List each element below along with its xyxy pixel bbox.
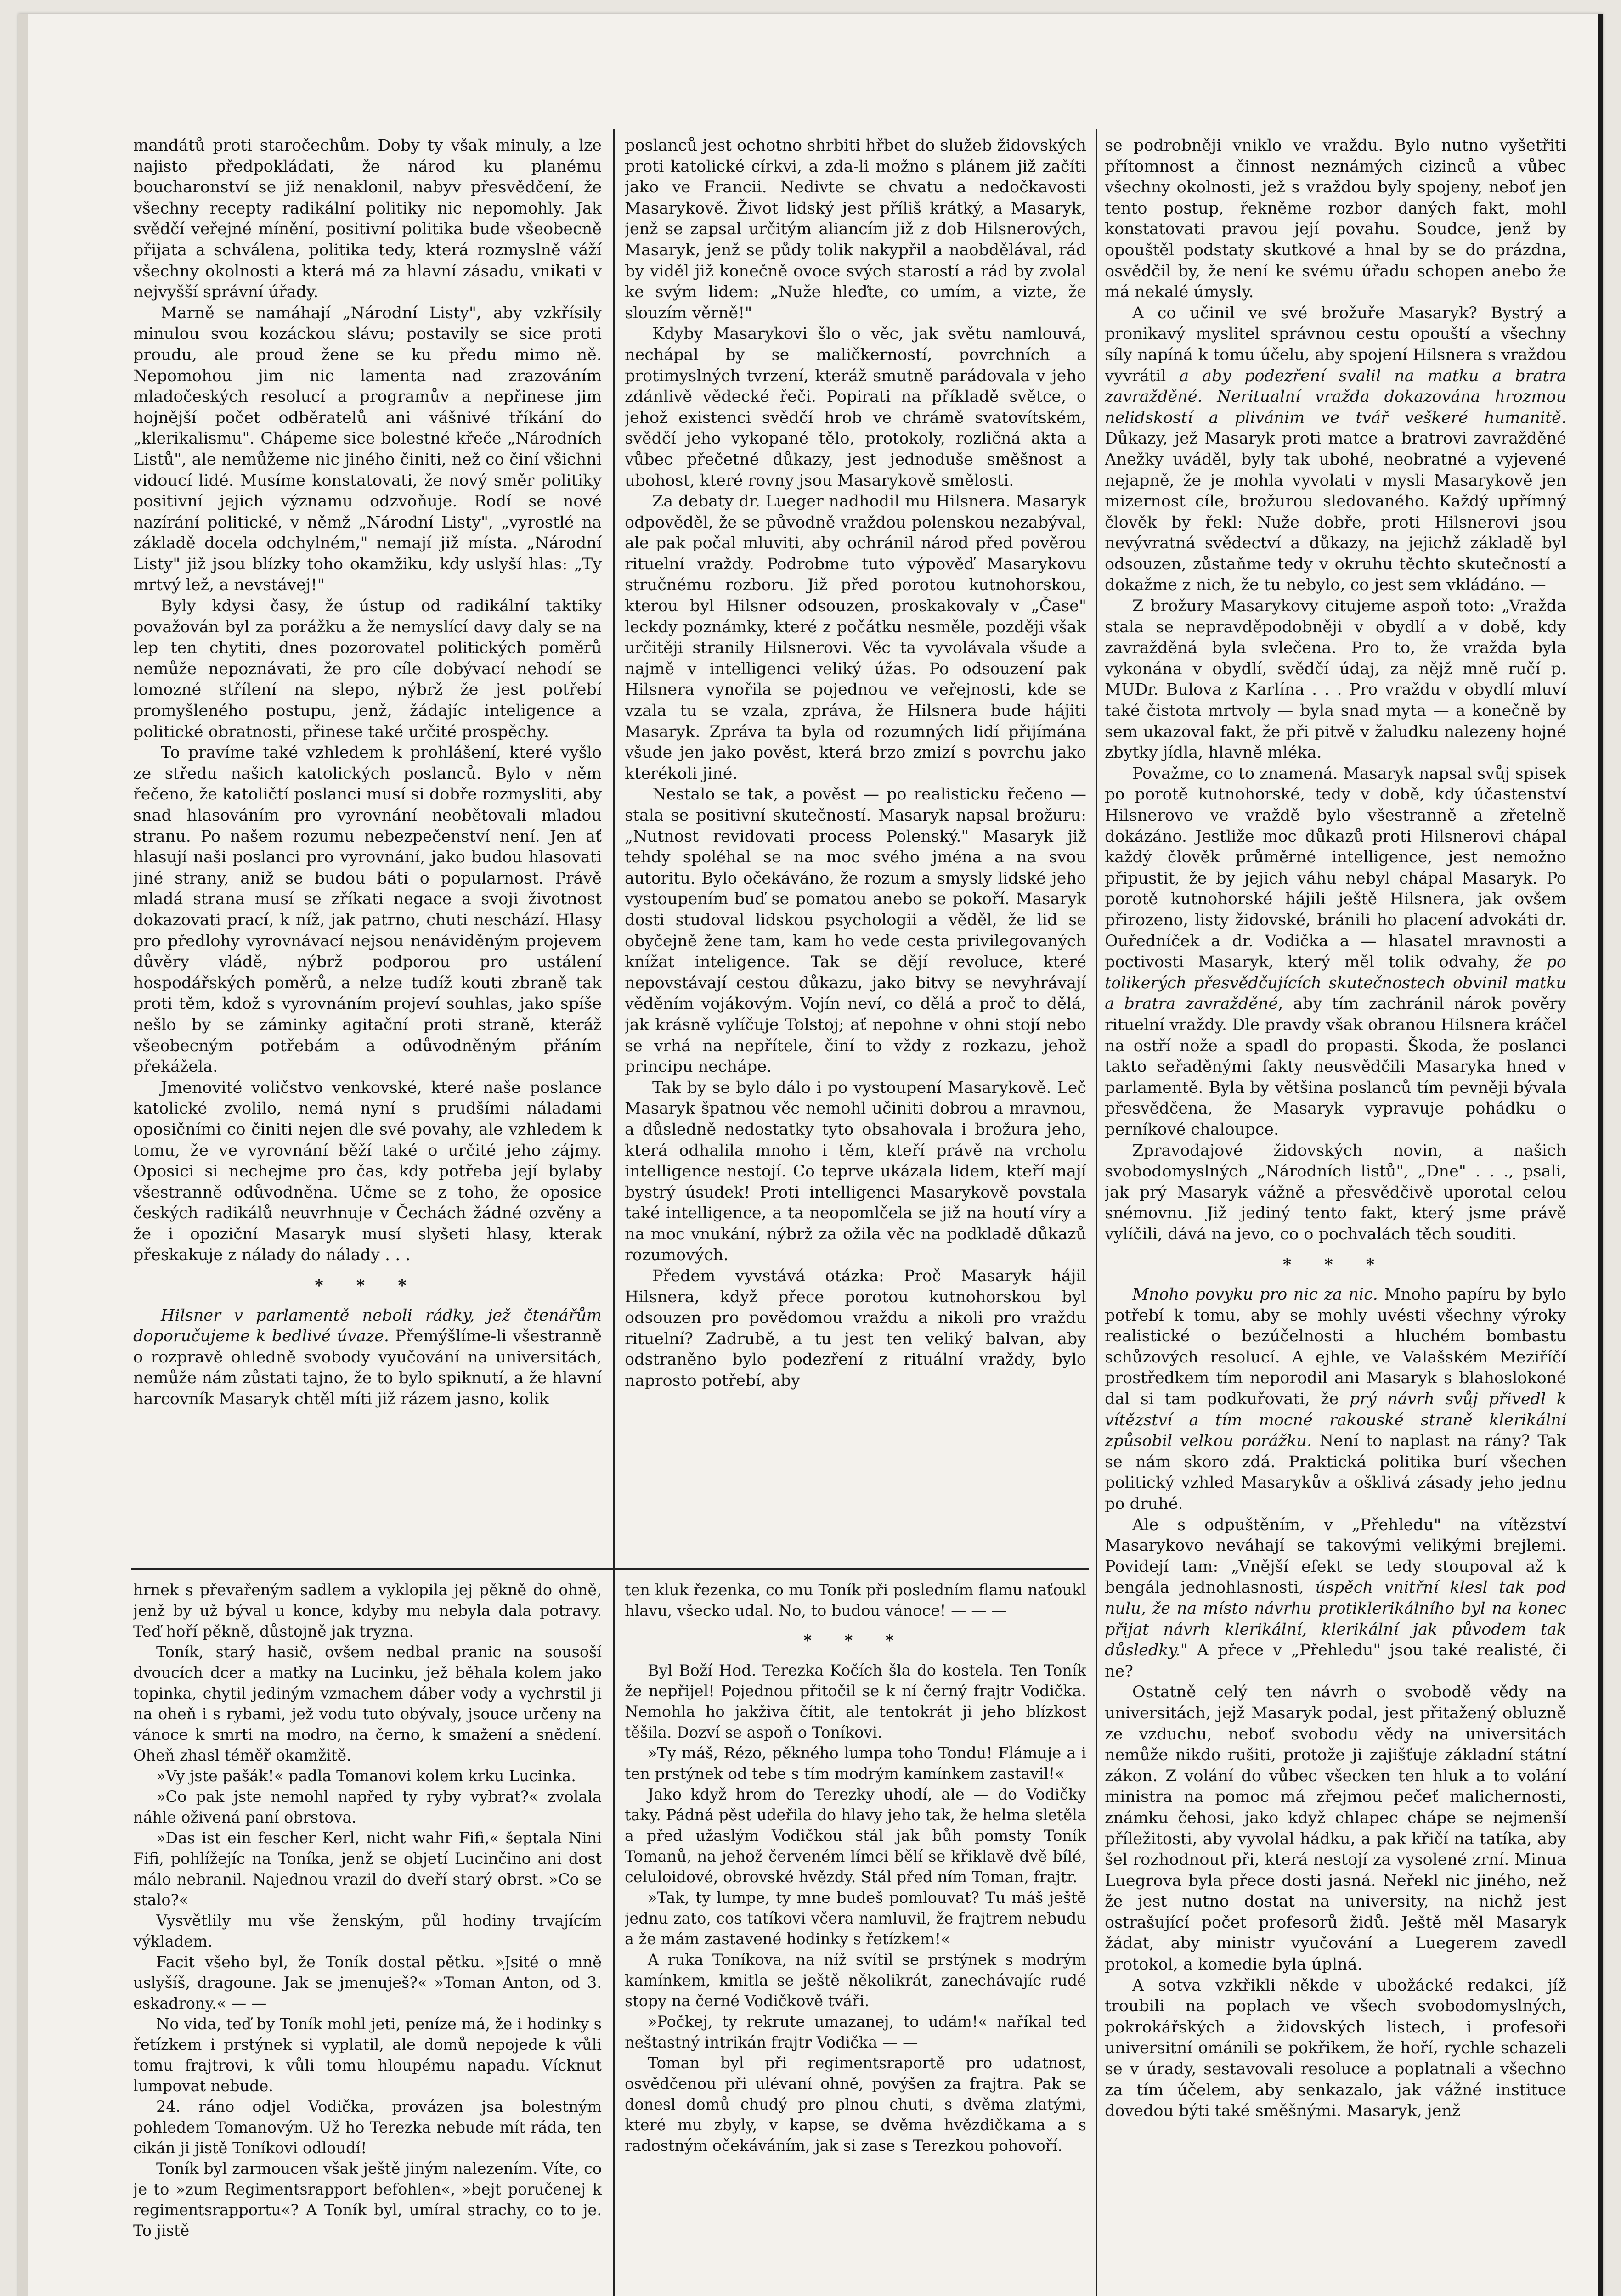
emphasis-text: úspěch vnitřní klesl tak pod nulu, že na místo návrhu protiklerikálního byl na konec přijat návrh klerikální, klerikální jak původem tak důsledky. bbox=[1105, 1578, 1566, 1660]
paragraph: Byl Boží Hod. Terezka Kočích šla do kostela. Ten Toník že nepřijel! Pojednou přitočil se k ní černý frajtr Vodička. Nemohla ho jakživa čítit, ale tentokrát ji jeho blízkost těšila. Dozví se aspoň o Toníkovi. bbox=[625, 1661, 1086, 1741]
paragraph: A sotva vzkřikli někde v ubožácké redakci, jíž troubili na poplach ve všech svobodomyslných, pokrokářských a židovských listech, i profesoři universitní ománili se pokřikem, že hoří, rychle schazeli se v úrady, sestavovali resoluce a poplatnali a všechno za tím účelem, aby senkazalo, jak vážné instituce dovedou býti také směšnými. Masaryk, jenž bbox=[1105, 1976, 1566, 2121]
paragraph: Za debaty dr. Lueger nadhodil mu Hilsnera. Masaryk odpověděl, že se původně vraždou polenskou nezabýval, ale pak počal mluviti, aby ochránil národ před pověrou rituelní vraždy. Podrobme tuto výpověď Masarykovu stručnému rozboru. Již před porotou kutnohorskou, kterou byl Hilsner odsouzen, proskakovaly v „Čase" leckdy poznámky, které z počátku nesměle, později však určitěji stranily Hilsnerovi. Věc ta vyvolávala všude a najmě v intelligenci veliký úžas. Po odsouzení pak Hilsnera vynořila se pojednou ve veřejnosti, kde se vzala tu se vzala, zpráva, že Hilsnera bude hájiti Masaryk. Zpráva ta byla od rozumných lidí přijímána všude jen jako pověst, která brzo zmizí s povrchu jako kterékoli jiné. bbox=[625, 492, 1086, 783]
paragraph: Tak by se bylo dálo i po vystoupení Masarykově. Leč Masaryk špatnou věc nemohl učiniti dobrou a mravnou, a důsledně nedostatky tyto obsahovala i brožura jeho, která odhalila mnoho i těm, kteří právě na vrcholu intelligence nestojí. Co teprve ukázala lidem, kteří mají bystrý úsudek! Proti intelligenci Masarykově povstala také intelligence, a ta neopomlčela se již na houtí víry a na moc vnukání, nýbrž za ožila věc na podkladě důkazů rozumových. bbox=[625, 1078, 1086, 1265]
feuilleton-rule bbox=[131, 1568, 1089, 1570]
paragraph: Kdyby Masarykovi šlo o věc, jak světu namlouvá, nechápal by se maličkerností, povrchních a protimyslných tvrzení, kteráž smutně parádovala v jeho zdánlivě vědecké řeči. Popirati na příkladě světce, o jehož existenci svědčí hrob ve chrámě svatovítském, svědčí jeho vykopané tělo, protokoly, rozličná akta a vůbec přečetné důkazy, jest jednoduše směšnost a ubohost, které rovny jsou Masarykově smělosti. bbox=[625, 325, 1086, 490]
feuilleton-column-2 bbox=[625, 1580, 1086, 2296]
emphasis-text: prý návrh svůj přivedl k vítězství a tím mocné rakouské straně klerikální způsobil velkou porážku. bbox=[1105, 1390, 1566, 1451]
paragraph-text: Ale s odpuštěním, v „Přehledu" na vítězství Masarykovo neváhají se takovými velikými brejlemi. Povidejí tam: „Vnější efekt se tedy stoupoval až k bengála jednohlasnosti, bbox=[1105, 1515, 1566, 1597]
paragraph-text: Považme, co to znamená. Masaryk napsal svůj spisek po porotě kutnohorské, tedy v době, kdy účastenství Hilsnerovo ve vraždě bylo všestranně a zřetelně dokázáno. Jestliže moc důkazů proti Hilsnerovi chápal každý člověk průměrné intelligence, jest nemožno připustit, že by jejich váhu nebyl chápal Masaryk. Po porotě kutnohorské hájili ještě Hilsnera, jak ovšem přirozeno, listy židovské, bránili ho placení advokáti dr. Ouředníček a dr. Vodička a — hlasatel mravnosti a poctivosti Masaryk, který měl tolik odvahy, bbox=[1105, 764, 1566, 972]
paragraph: Předem vyvstává otázka: Proč Masaryk hájil Hilsnera, když přece porotou kutnohorskou byl odsouzen pro povědomou vraždu a nikoli pro vraždu rituelní? Zadrubě, a tu jest ten veliký balvan, aby odstraněno bylo podezření z rituální vraždy, bylo naprosto potřebí, aby bbox=[625, 1267, 1086, 1390]
dialog-line: »Ty máš, Rézo, pěkného lumpa toho Tondu! Flámuje a i ten prstýnek od tebe s tím modrým kamínkem zastavil!« bbox=[625, 1744, 1086, 1783]
column-2 bbox=[625, 135, 1086, 1564]
emphasis-text: že po tolikerých přesvědčujících skutečnostech obvinil matku a bratra zavražděné bbox=[1105, 953, 1566, 1013]
scan-border bbox=[1598, 14, 1603, 2296]
dialog-line: »Počkej, ty rekrute umazanej, to udám!« naříkal teď neštastný intrikán frajtr Vodička — — bbox=[625, 2013, 1086, 2051]
paragraph: Facit všeho byl, že Toník dostal pětku. »Jsité o mně uslyšíš, dragoune. Jak se jmenuješ?« »Toman Anton, od 3. eskadrony.« — — bbox=[133, 1953, 602, 2012]
paragraph: Z brožury Masarykovy citujeme aspoň toto: „Vražda stala se nepravděpodobněji v obydlí a v době, kdy zavražděná byla svlečena. Pro to, že vražda byla vykonána v obydlí, svědčí údaj, za nějž mně ručí p. MUDr. Bulova z Karlína . . . Pro vraždu v obydlí mluví také čistota mrtvoly — byla snad myta — a konečně by sem ukazoval fakt, že při pitvě v žaludku nalezeny hojné zbytky jídla, hlavně mléka. bbox=[1105, 597, 1566, 762]
column-rule bbox=[1096, 129, 1097, 2296]
paragraph: Byly kdysi časy, že ústup od radikální taktiky považován byl za porážku a že nemyslící davy daly se na lep ten chytiti, dnes pozorovatel politických poměrů nemůže nepoznávati, že pro cíle dobývací nehodí se lomozné střílení na slepo, nýbrž že jest potřebí promyšleného postupu, jenž, žádajíc inteligence a politické obratnosti, přinese také určité prospěchy. bbox=[133, 597, 602, 741]
section-separator-stars: * * * bbox=[315, 1276, 420, 1295]
dialog-line: »Das ist ein fescher Kerl, nicht wahr Fifi,« šeptala Nini Fifi, pohlížejíc na Toníka, jenž se objetí Lucinčino ani dost málo nebranil. Najednou vrazil do dveří starý obrst. »Co se stalo?« bbox=[133, 1829, 602, 1909]
paragraph: Zpravodajové židovských novin, a našich svobodomyslných „Národních listů", „Dne" . . ., psali, jak prý Masaryk vážně a přesvědčivě uporotal celou snémovnu. Již jediný tento fakt, který jsme právě vylíčili, dává na jevo, co o pochvalách těch souditi. bbox=[1105, 1141, 1566, 1244]
paragraph-text: A co učinil ve své brožuře Masaryk? Bystrý a pronikavý myslitel správnou cestu opouští a všechny síly napíná k tomu účelu, aby spojení Hilsnera s vraždou vyvrátil bbox=[1105, 304, 1566, 385]
paragraph bbox=[1105, 1284, 1566, 1515]
paragraph: Toník byl zarmoucen však ještě jiným nalezením. Víte, co je to »zum Regimentsrapport befohlen«, »bejt poručenej k regimentsrapportu«? A Toník byl, umíral strachy, co to je. To jistě bbox=[133, 2160, 602, 2240]
paragraph bbox=[1105, 1515, 1566, 1683]
column-3 bbox=[1105, 135, 1566, 2296]
emphasis-text: a aby podezření svalil na matku a bratra zavražděné. Neritualní vražda dokazována hrozmou nelidskostí a plivánim ve tvář veškeré humanitě. bbox=[1105, 366, 1566, 427]
paragraph: Vysvětlily mu vše ženským, půl hodiny trvajícím výkladem. bbox=[133, 1912, 602, 1950]
lead-in-italic: Hilsner v parlamentě neboli rádky, jež čtenářům doporučujeme k bedlivé úvaze. bbox=[133, 1306, 602, 1346]
paragraph: Marně se namáhají „Národní Listy", aby vzkřísily minulou svou kozáckou slávu; postavily se sice proti proudu, ale proud žene se ku předu mimo ně. Nepomohou jim nic lamenta nad zrazováním mladočeských resolucí a programův a nepřinese jim hojnější počet odběratelů ani vášnivé tříkání do „klerikalismu". Chápeme sice bolestné křeče „Národních Listů", ale nemůžeme nic jiného činiti, než co činí všichni vidoucí lidé. Musíme konstatovati, že nový směr politiky positivní jejich významu odzvoňuje. Rodí se nové nazírání politické, v němž „Národní Listy", „vyrostlé na základě docela odchylném," nemají již místa. „Národní Listy" již jsou blízky toho okamžiku, kdy uslyší hlas: „Ty mrtvý lež, a nevstávej!" bbox=[133, 304, 602, 595]
paragraph: Nestalo se tak, a pověst — po realisticku řečeno — stala se positivní skutečností. Masaryk napsal brožuru: „Nutnost revidovati process Polenský." Masaryk již tehdy spoléhal se na moc svého jména a na svou autoritu. Bylo očekáváno, že rozum a smysly lidské jeho vystoupením buď se pomatou anebo se pokoří. Masaryk dosti studoval lidskou psychologii a věděl, že lid se obyčejně žene tam, kam ho vede cesta privilegovaných knížat inteligence. Tak se dějí revoluce, které nepovstávají cestou důkazu, jako bitvy se nevyhrávají věděním vojákovým. Vojín neví, co dělá a proč to dělá, jak krásně vylíčuje Tolstoj; ať nepohne v ohni stojí nebo se vrhá na nepřítele, činí to vždy z rozkazu, jehož principu nechápe. bbox=[625, 785, 1086, 1076]
scan-margin bbox=[18, 14, 28, 2296]
feuilleton-column-1 bbox=[133, 1580, 602, 2296]
paragraph: 24. ráno odjel Vodička, provázen jsa bolestným pohledem Tomanovým. Už ho Terezka nebude mít ráda, ten cikán ji jistě Toníkovi odloudí! bbox=[133, 2098, 602, 2157]
dialog-line: »Co pak jste nemohl napřed ty ryby vybrat?« zvolala náhle oživená paní obrstova. bbox=[133, 1788, 602, 1826]
lead-in-italic: Mnoho povyku pro nic za nic. bbox=[1132, 1285, 1378, 1304]
paragraph-text: Důkazy, jež Masaryk proti matce a bratrovi zavražděné Anežky uváděl, byly tak ubohé, neobratné a vyjevené nejapně, že je mohla vyvolati v mysli Masarykově jen mizernost cíle, brožurou sledovaného. Každý upřímný člověk by řekl: Nuže dobře, proti Hilsnerovi jsou nevývratná svědectví a důkazy, na jejichž základě byl odsouzen, zůstaňme tedy v okruhu těchto skutečností a dokažme z nich, že tu nebylo, co jest sem vkládáno. — bbox=[1105, 429, 1566, 595]
paragraph bbox=[133, 1306, 602, 1410]
section-separator-stars: * * * bbox=[803, 1632, 908, 1649]
paragraph: Toman byl při regimentsraportě pro udatnost, osvědčenou při ulévaní ohně, povýšen za frajtra. Pak se donesl domů chudý pro plnou chuti, s dvěma zlatými, které mu zbyly, v kapse, se dvěma hvězdičkama a s radostným očekáváním, jak si zase s Terezkou pohovoří. bbox=[625, 2054, 1086, 2155]
paragraph: poslanců jest ochotno shrbiti hřbet do služeb židovských proti katolické církvi, a zda-li možno s plánem již začíti jako ve Francii. Nedivte se chvatu a nedočkavosti Masarykově. Život lidský jest příliš krátký, a Masaryk, jenž se zapsal určitým aliancím již z dob Hilsnerových, Masaryk, jenž se půdy tolik nakypřil a naobdělával, rád by viděl již konečně ovoce svých starostí a rád by zvolal ke svým lidem: „Nuže hleďte, co umím, a vizte, že slouzím věrně!" bbox=[625, 136, 1086, 322]
paragraph: mandátů proti staročechům. Doby ty však minuly, a lze najisto předpokládati, že národ ku planému boucharonství se již nenaklonil, nabyv přesvědčení, že všechny recepty radikální politiky nic nepomohly. Jak svědčí veřejné mínění, positivní politika bude všeobecně přijata a schválena, politika tedy, která rozmyslně váží všechny okolnosti a která má za hlavní zásadu, vnikati v nejvyšší správní úřady. bbox=[133, 136, 602, 302]
paragraph-text: Přemýšlíme-li všestranně o rozpravě ohledně svobody vyučování na universitách, nemůže nám zůstati tajno, že to bylo spiknutí, a že hlavní harcovník Masaryk chtěl míti již rázem jasno, kolik bbox=[133, 1327, 602, 1409]
column-rule bbox=[613, 129, 615, 2296]
paragraph-text: " A přece v „Přehledu" jsou také realisté, či ne? bbox=[1105, 1641, 1566, 1681]
paragraph: Toník, starý hasič, ovšem nedbal pranic na sousoší dvoucích dcer a matky na Lucinku, jež běhala kolem jako topinka, chytil jediným vzmachem dáber vody a vychrstil ji na oheň i s rybami, jež vodu tuto obývaly, jsouce určeny na vánoce k smrti na modro, na černo, k smažení a snědení. Oheň zhasl téměř okamžitě. bbox=[133, 1643, 602, 1764]
paragraph bbox=[1105, 303, 1566, 596]
paragraph: se podrobněji vniklo ve vraždu. Bylo nutno vyšetřiti přítomnost a činnost neznámých cizinců a vůbec všechny okolnosti, jež s vraždou byly spojeny, neboť jen tento postup, řekněme rozbor daných fakt, mohl konstatovati pravou její povahu. Soudce, jenž by opouštěl podstaty skutkové a hnal by se do prázdna, osvědčil by, že není ke svému úřadu schopen anebo že má nekalé úmysly. bbox=[1105, 136, 1566, 302]
dialog-line: »Vy jste pašák!« padla Tomanovi kolem krku Lucinka. bbox=[156, 1767, 576, 1785]
newspaper-page bbox=[18, 14, 1603, 2296]
paragraph: A ruka Toníkova, na níž svítil se prstýnek s modrým kamínkem, kmitla se ještě několikrát, zanechávajíc rudé stopy na černé Vodičkově tváři. bbox=[625, 1951, 1086, 2010]
paragraph-text: , aby tím zachránil nárok pověry rituelní vraždy. Dle pravdy však obranou Hilsnera kráčel na ostří nože a spadl do propasti. Škoda, že poslanci takto seřaděnými fakty neusvědčili Masaryka hned v parlamentě. Byla by většina poslanců tím pevněji bývala přesvědčena, že Masaryk vypravuje pohádku o perníkové chaloupce. bbox=[1105, 995, 1566, 1139]
paragraph: Jako když hrom do Terezky uhodí, ale — do Vodičky taky. Pádná pěst udeřila do hlavy jeho tak, že helma sletěla a před užaslým Vodičkou stál jak bůh pomsty Toník Tomanů, na jehož červeném límci bělí se křiklavě dvě bílé, celuloidové, obrovské hvězdy. Stál před ním Toman, frajtr. bbox=[625, 1785, 1086, 1886]
paragraph: To pravíme také vzhledem k prohlášení, které vyšlo ze středu našich katolických poslanců. Bylo v něm řečeno, že katoličtí poslanci musí si dobře rozmysliti, aby snad hlasováním pro vyrovnání neobětovali mladou stranu. Po našem rozumu nebezpečenství není. Jen ať hlasují naši poslanci pro vyrovnání, jako budou hlasovati jiné strany, aniž se budou báti o popularnost. Právě mladá strana musí se zříkati negace a svoji životnost dokazovati prací, k níž, jak patrno, chuti neschází. Hlasy pro předlohy vyrovnávací nejsou nenáviděným projevem důvěry vládě, nýbrž podporou pro ustálení hospodářských poměrů, a nelze tudíž kouti zbraně tak proti těm, kdož s vyrovnáním projeví souhlas, jako spíše nešlo by se záminky agitační proti straně, kteráž všeobecným potřebám a odůvodněným přáním překážela. bbox=[133, 743, 602, 1076]
paragraph: Ostatně celý ten návrh o svobodě vědy na universitách, jejž Masaryk podal, jest přitažený obluzně ze vzduchu, neboť svobodu vědy na universitách nemůže nikdo rušiti, protože ji zajišťuje základní státní zákon. Z volání do vůbec všecken ten hluk a to volání ministra na pomoc má zřejmou pečeť malichernosti, známku čehosi, jako když chlapec chápe se nejmenší příležitosti, aby vyvolal hádku, a pak křičí na tatíka, aby šel rozhodnout při, která nestojí za vysolené zrní. Minua Luegrova byla přece dosti jasná. Neřekl nic jiného, než že jest nutno dostat na university, na nichž jest ostrašující počet profesorů židů. Ještě měl Masaryk žádat, aby ministr vyučování a Luegerem zavedl protokol, a komedie byla úplná. bbox=[1105, 1683, 1566, 1974]
paragraph: ten kluk řezenka, co mu Toník při posledním flamu naťoukl hlavu, všecko udal. No, to budou vánoce! — — — bbox=[625, 1581, 1086, 1620]
paragraph-text: Mnoho papíru by bylo potřebí k tomu, aby se mohly uvésti všechny výroky realistické o bezúčelnosti a hluchém bombastu schůzových resolucí. A ejhle, ve Valašském Meziříčí prostředkem tím neporodil ani Masaryk s blahoslokoné dal si tam podkuřovati, že bbox=[1105, 1285, 1566, 1409]
column-1 bbox=[133, 135, 602, 1564]
dialog-line: »Tak, ty lumpe, ty mne budeš pomlouvat? Tu máš ještě jednu zato, cos tatíkovi včera namluvil, že frajtrem nebudu a že mám zastavené hodinky s řetízkem!« bbox=[625, 1889, 1086, 1948]
paragraph: No vida, teď by Toník mohl jeti, peníze má, že i hodinky s řetízkem i prstýnek si vyplatil, ale domů nepojede k vůli tomu frajtrovi, k vůli tomu hloupému napadu. Vícknut lumpovat nebude. bbox=[133, 2015, 602, 2095]
section-separator-stars: * * * bbox=[1282, 1255, 1389, 1274]
paragraph-text: Není to naplast na rány? Tak se nám skoro zdá. Praktická politika burí všechen politický vzhled Masarykův a ošklivá zásady jeho jednu po druhé. bbox=[1105, 1432, 1566, 1513]
paragraph: hrnek s převařeným sadlem a vyklopila jej pěkně do ohně, jenž by už býval u konce, kdyby mu nebyla dala potravy. Teď hoří pěkně, důstojně jak tryzna. bbox=[133, 1581, 602, 1640]
paragraph: Jmenovité voličstvo venkovské, které naše poslance katolické zvolilo, nemá nyní s prudšími náladami oposičními co činiti nejen dle své povahy, ale vzhledem k tomu, že ve vyrovnání běží také o určité jeho zájmy. Oposici si nechejme pro čas, kdy potřeba její bylaby všestranně odůvodněna. Učme se z toho, že oposice českých radikálů neuvrhnuje v Čechách žádné ozvěny a že i opoziční Masaryk musí slyšeti hlasy, kterak přeskakuje z nálady do nálady . . . bbox=[133, 1078, 602, 1265]
paragraph bbox=[1105, 764, 1566, 1141]
